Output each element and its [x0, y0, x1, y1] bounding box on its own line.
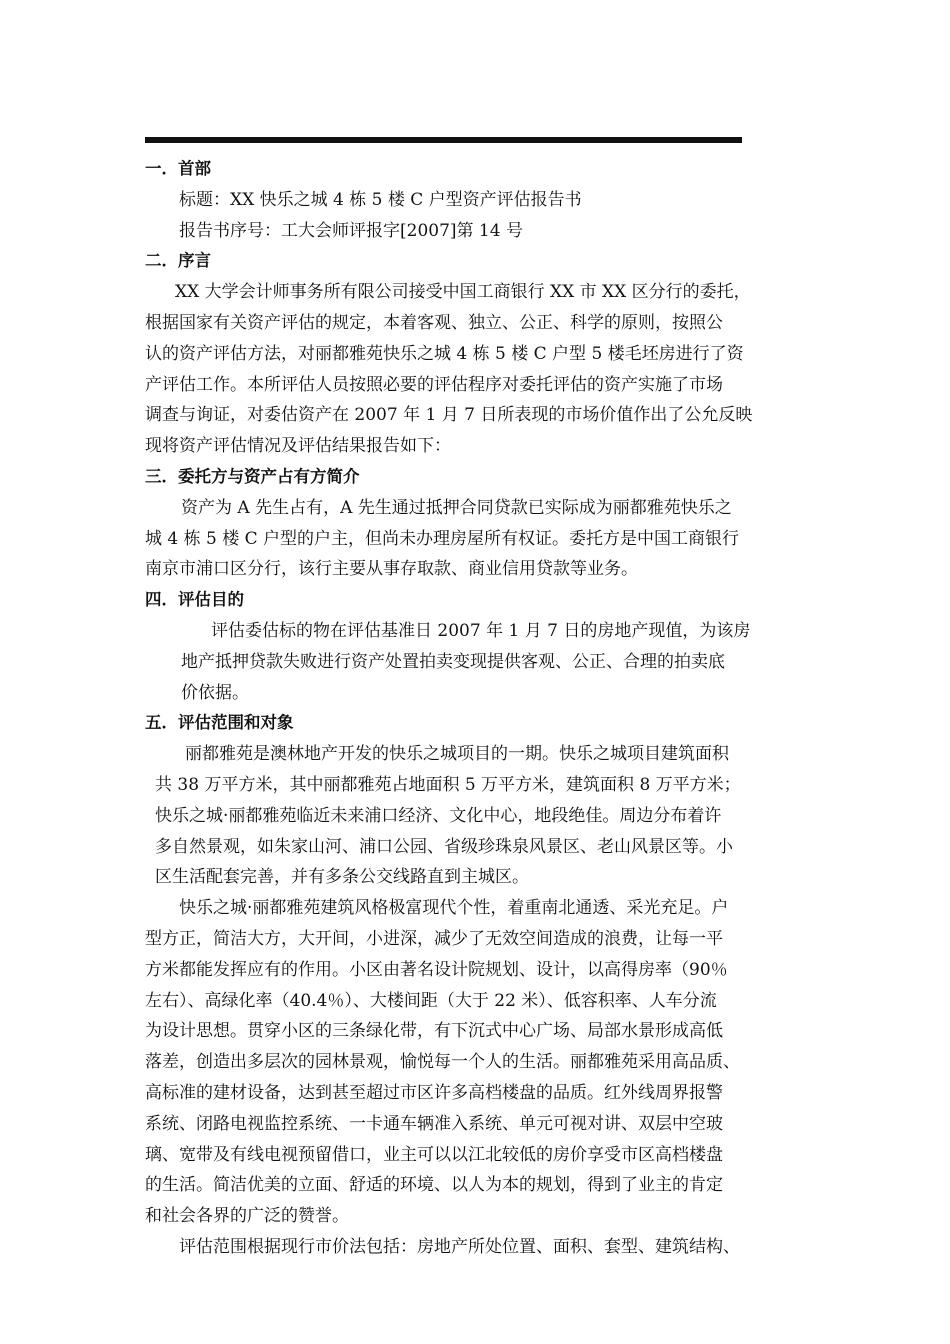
paragraph-line: 多自然景观，如朱家山河、浦口公园、省级珍珠泉风景区、老山风景区等。小 [155, 836, 733, 857]
paragraph-line: 璃、宽带及有线电视预留借口，业主可以以江北较低的房价享受市区高档楼盘 [145, 1144, 723, 1165]
paragraph-line: 丽都雅苑是澳林地产开发的快乐之城项目的一期。快乐之城项目建筑面积 [185, 744, 729, 765]
paragraph-line: 方米都能发挥应有的作用。小区由著名设计院规划、设计，以高得房率（90％ [145, 959, 728, 980]
paragraph-line: 型方正，简洁大方，大开间，小进深，减少了无效空间造成的浪费，让每一平 [145, 928, 723, 949]
section-heading-2: 二．序言 [145, 251, 211, 271]
section-heading-1: 一．首部 [145, 159, 211, 178]
paragraph-line: 资产为 A 先生占有，A 先生通过抵押合同贷款已实际成为丽都雅苑快乐之 [181, 497, 732, 518]
paragraph-line: 调查与询证，对委估资产在 2007 年 1 月 7 日所表现的市场价值作出了公允反映 [145, 405, 753, 426]
paragraph-line: 区生活配套完善，并有多条公交线路直到主城区。 [155, 867, 529, 888]
paragraph-line: 左右）、高绿化率（40.4％）、大楼间距（大于 22 米）、低容积率、人车分流 [145, 990, 717, 1011]
paragraph-line: 价依据。 [181, 682, 249, 703]
report-title-line: 标题：XX 快乐之城 4 栋 5 楼 C 户型资产评估报告书 [179, 189, 582, 210]
section-heading-4: 四．评估目的 [145, 590, 244, 610]
header-rule [145, 137, 742, 143]
paragraph-line: 地产抵押贷款失败进行资产处置拍卖变现提供客观、公正、合理的拍卖底 [181, 651, 725, 672]
paragraph-line: 的生活。简洁优美的立面、舒适的环境、以人为本的规划，得到了业主的肯定 [145, 1175, 723, 1196]
paragraph-line: 快乐之城·丽都雅苑建筑风格极富现代个性，着重南北通透、采光充足。户 [179, 898, 729, 919]
paragraph-line: 现将资产评估情况及评估结果报告如下： [145, 436, 451, 457]
paragraph-line: 评估委估标的物在评估基准日 2007 年 1 月 7 日的房地产现值，为该房 [211, 620, 751, 641]
section-heading-3: 三．委托方与资产占有方简介 [145, 466, 360, 486]
paragraph-line: 产评估工作。本所评估人员按照必要的评估程序对委托评估的资产实施了市场 [145, 374, 723, 395]
paragraph-line: 评估范围根据现行市价法包括：房地产所处位置、面积、套型、建筑结构、 [179, 1236, 740, 1257]
report-number-line: 报告书序号：工大会师评报字[2007]第 14 号 [179, 220, 523, 241]
paragraph-line: 认的资产评估方法，对丽都雅苑快乐之城 4 栋 5 楼 C 户型 5 楼毛坯房进行了资 [145, 343, 744, 364]
paragraph-line: 高标准的建材设备，达到甚至超过市区许多高档楼盘的品质。红外线周界报警 [145, 1082, 723, 1103]
paragraph-line: 根据国家有关资产评估的规定，本着客观、独立、公正、科学的原则，按照公 [145, 312, 723, 333]
paragraph-line: 和社会各界的广泛的赞誉。 [145, 1206, 349, 1227]
paragraph-line: 城 4 栋 5 楼 C 户型的户主，但尚未办理房屋所有权证。委托方是中国工商银行 [145, 528, 740, 549]
paragraph-line: 共 38 万平方米，其中丽都雅苑占地面积 5 万平方米，建筑面积 8 万平方米； [155, 774, 741, 795]
paragraph-line: 南京市浦口区分行，该行主要从事存取款、商业信用贷款等业务。 [145, 559, 638, 580]
paragraph-line: 快乐之城·丽都雅苑临近未来浦口经济、文化中心，地段绝佳。周边分布着许 [155, 805, 722, 826]
paragraph-line: XX 大学会计师事务所有限公司接受中国工商银行 XX 市 XX 区分行的委托， [175, 282, 751, 303]
document-body [145, 154, 815, 1263]
paragraph-line: 系统、闭路电视监控系统、一卡通车辆准入系统、单元可视对讲、双层中空玻 [145, 1113, 723, 1134]
paragraph-line: 为设计思想。贯穿小区的三条绿化带，有下沉式中心广场、局部水景形成高低 [145, 1021, 723, 1042]
section-heading-5: 五．评估范围和对象 [145, 713, 294, 733]
paragraph-line: 落差，创造出多层次的园林景观，愉悦每一个人的生活。丽都雅苑采用高品质、 [145, 1052, 740, 1073]
